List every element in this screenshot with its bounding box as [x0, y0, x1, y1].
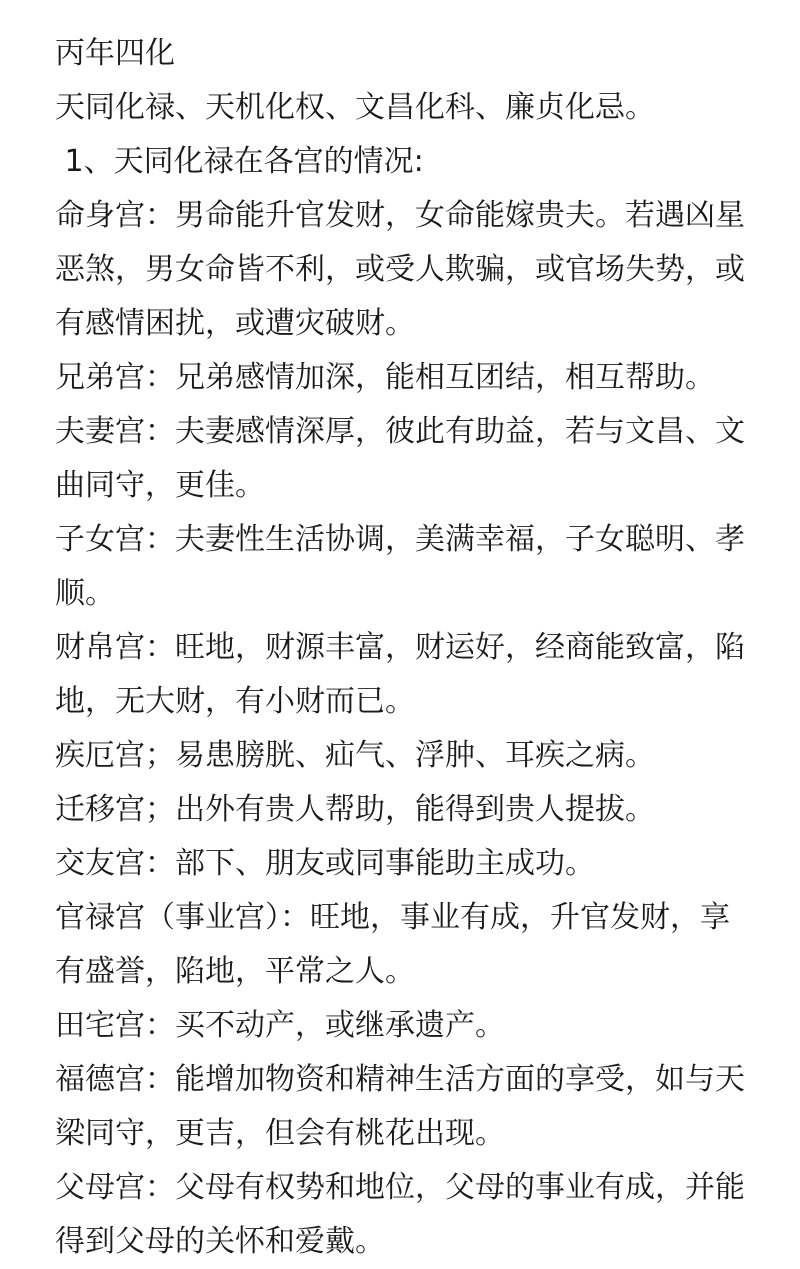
summary-line: 天同化禄、天机化权、文昌化科、廉贞化忌。 [55, 90, 655, 125]
section-heading: 1、天同化禄在各宫的情况: [55, 144, 424, 179]
text-line: 命身宫：男命能升官发财，女命能嫁贵夫。若遇凶星 [55, 198, 745, 233]
text-line: 田宅宫：买不动产，或继承遗产。 [55, 1008, 505, 1043]
text-line: 曲同守，更佳。 [55, 468, 265, 503]
text-line: 兄弟宫：兄弟感情加深，能相互团结，相互帮助。 [55, 360, 715, 395]
text-line: 交友宫：部下、朋友或同事能助主成功。 [55, 846, 595, 881]
text-line: 顺。 [55, 576, 115, 611]
text-line: 有盛誉，陷地，平常之人。 [55, 954, 415, 989]
text-line: 官禄宫（事业宫）：旺地，事业有成，升官发财，享 [55, 900, 730, 935]
text-line: 父母宫：父母有权势和地位，父母的事业有成，并能 [55, 1170, 745, 1205]
document-title: 丙年四化 [55, 36, 175, 71]
text-line: 地，无大财，有小财而已。 [55, 684, 415, 719]
text-line: 夫妻宫：夫妻感情深厚，彼此有助益，若与文昌、文 [55, 414, 745, 449]
document-body [55, 27, 745, 1269]
text-line: 迁移宫；出外有贵人帮助，能得到贵人提拔。 [55, 792, 655, 827]
text-line: 疾厄宫；易患膀胱、疝气、浮肿、耳疾之病。 [55, 738, 655, 773]
text-line: 有感情困扰，或遭灾破财。 [55, 306, 415, 341]
text-line: 得到父母的关怀和爱戴。 [55, 1224, 385, 1259]
text-line: 财帛宫：旺地，财源丰富，财运好，经商能致富，陷 [55, 630, 745, 665]
text-line: 福德宫：能增加物资和精神生活方面的享受，如与天 [55, 1062, 745, 1097]
text-line: 梁同守，更吉，但会有桃花出现。 [55, 1116, 505, 1151]
text-line: 子女宫：夫妻性生活协调，美满幸福，子女聪明、孝 [55, 522, 745, 557]
text-line: 恶煞，男女命皆不利，或受人欺骗，或官场失势，或 [55, 252, 745, 287]
